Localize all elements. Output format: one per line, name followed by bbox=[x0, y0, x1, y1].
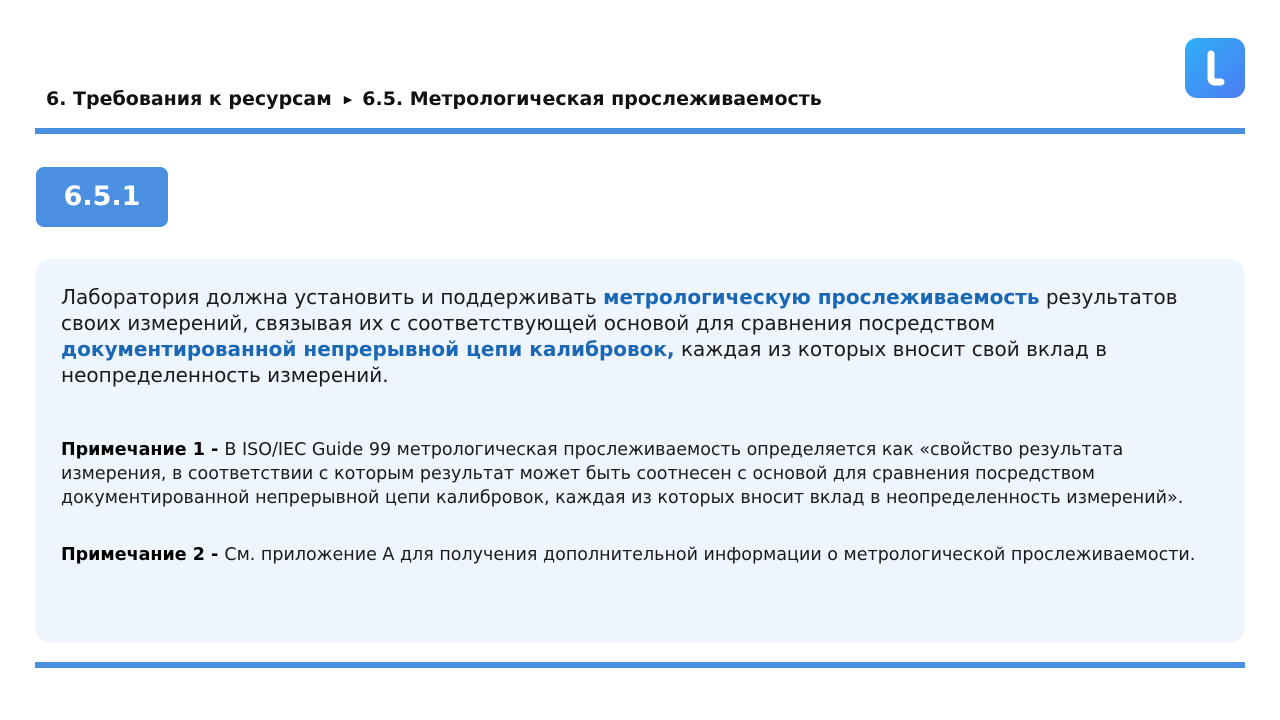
main-paragraph bbox=[61, 284, 1231, 388]
main-text-part-2: результатов своих измерений, связывая их с соответствующей основой для сравнения посредством bbox=[61, 285, 1178, 335]
note-1-text: В ISO/IEC Guide 99 метрологическая прослеживаемость определяется как «свойство результата измерения, в соответствии с которым результат может быть соотнесен с основой для сравнения посредством документированной непрерывной цепи калибровок, каждая из которых вносит вклад в неопределенность измерений». bbox=[61, 440, 1184, 508]
note-2-label: Примечание 2 - bbox=[61, 545, 225, 565]
breadcrumb-separator-icon: ▶ bbox=[343, 93, 353, 106]
highlight-metrological-traceability: метрологическую прослеживаемость bbox=[603, 285, 1040, 309]
section-number-badge: 6.5.1 bbox=[36, 167, 168, 227]
breadcrumb-current: 6.5. Метрологическая прослеживаемость bbox=[362, 88, 822, 110]
bottom-divider bbox=[35, 662, 1245, 668]
brand-logo-icon bbox=[1185, 38, 1245, 98]
breadcrumb bbox=[46, 88, 822, 110]
main-text-part-1: Лаборатория должна установить и поддерживать bbox=[61, 285, 604, 309]
note-1-label: Примечание 1 - bbox=[61, 440, 225, 460]
brand-logo-glyph bbox=[1185, 38, 1245, 98]
breadcrumb-parent: 6. Требования к ресурсам bbox=[46, 88, 332, 110]
highlight-calibration-chain: документированной непрерывной цепи калибровок, bbox=[61, 337, 675, 361]
note-2 bbox=[61, 543, 1231, 567]
top-divider bbox=[35, 128, 1245, 134]
main-text-part-3: каждая из которых вносит свой вклад в неопределенность измерений. bbox=[61, 337, 1108, 387]
note-2-text: См. приложение А для получения дополнительной информации о метрологической прослеживаемости. bbox=[224, 545, 1196, 565]
note-1 bbox=[61, 438, 1231, 510]
